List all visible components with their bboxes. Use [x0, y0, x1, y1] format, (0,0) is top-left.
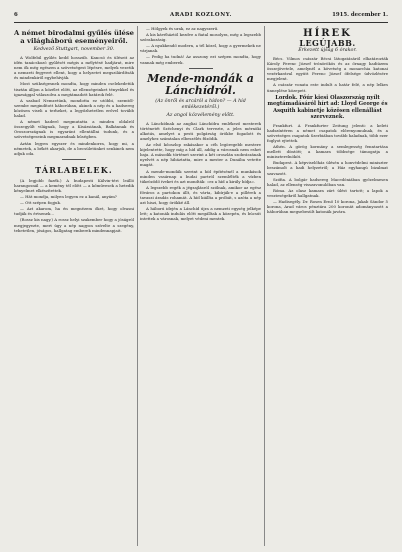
paragraph: Bécs. Vilmos császár Bécsi látogatásáról elhatározták Károly Ferenc József trónörökös és az őrnagy hadiüzem összejövetele, amelynél a követség a monarchia katonai vezérkarával együtt Ferenc József őfelsége üdvözlésére megjelent. [267, 56, 388, 82]
paragraph: Róma. Az olasz kamara zárt ülést tartott; a lapok a veszteségekről hallgatnak. [267, 187, 388, 198]
column-divider [137, 26, 138, 546]
news-body-continued [267, 123, 388, 215]
paragraph: — Azt akarom, ha én megnézem őket, hogy olvasni tudják és értsenek... [14, 206, 134, 217]
feature-title: Mende-mondák a Lánchídról. [147, 71, 254, 97]
header-rule [14, 22, 388, 23]
paragraph: Athén. A görög kormány a semlegesség fenntartása mellett döntött; a kamara többsége támogatja a miniszterelnököt. [267, 144, 388, 160]
paragraph: — Ott szépen fogjuk. [20, 200, 62, 206]
column-left [14, 26, 134, 546]
paragraph: Frankfurt. A Frankfurter Zeitung jelenti: a keleti hadszíntéren a német csapatok előrenyomulnak, és a szövetséges csapatok Szerbiában tovább haladnak, több ezer foglyot ejtettek. [267, 122, 388, 143]
paragraph: — Hadisegély. Dr. Rosen Ernő 10 korona, Jakab Sándor 5 korona, Arad város pénztára 200 koronát adományozott a háborúban megsebesült katonák javára. [267, 198, 388, 215]
paragraph: A szabad Nemzetünk, mondotta ez utóbbi, szemtől-szembe megindított háborúban, akinek a nép és a hadsereg közösen viseli a terheket, a legyőzhetetlen erővel tovább halad. [14, 97, 134, 119]
paragraph: Szófia. A bolgár hadsereg Macedóniában győzelmesen halad, az ellenség visszavonulóban van. [267, 176, 388, 187]
article-dateline: Kedvező Stuttgart, november 30. [33, 47, 115, 52]
issue-date: 1915. december 1. [332, 12, 388, 18]
news-body [267, 56, 388, 93]
paragraph: (A legjobb fazék.) A budapesti Kálvin-téri leálló harangosnál — a kemény tél előtt — a kőművesek a hetedik kényelmet elkészítettek. [14, 177, 134, 193]
paragraph: — Pedig ha tudná! Az asszony ezt szépen mondta, hogy vannak még emberek. [140, 54, 261, 65]
paragraph: A legszebb regék a jégzajlásról szólnak, amikor az egész főváros a partokon állt, és várta, kibírják-e a pillérek a tavaszi áradás rohamát. A híd kiállta a próbát, s azóta a nép azt hiszi, hogy örökké áll. [140, 184, 261, 206]
divider [62, 159, 86, 160]
paragraph: A német haderő megmutatta a minden oldalról összegyűlt világnak, hogy a Kisázsiának, Balkánnak és Oroszországnak is egyaránt ellentállni tudunk, és a szövetségeseink megmaradnak hűségben. [14, 119, 134, 140]
latest-news-title: LEGÚJABB. [299, 38, 356, 48]
news-section-title: HÍREK [303, 28, 352, 39]
article-headline: A német birodalmi gyűlés ülése a világháború eseményeiről. [14, 29, 134, 45]
paragraph: — Hölgyek és urak, ez az nagyszerű. [146, 26, 219, 31]
column-right [267, 26, 388, 546]
paragraph: Most szükségesnek mondta, hogy minden cselekedetük tisztán álljon a közélet előtt, az ellenségeinket tényekkel és igazsággal válaszolva a megtámadott határok felé. [14, 81, 134, 97]
arrival-note: Érkezett újság 6 órakor. [298, 48, 357, 53]
page-header [14, 8, 388, 22]
paragraph: A kis kávéháztól kezdve a fiatal mosolyra, még a legszebb szórakozásig. [140, 32, 261, 43]
paragraph: Budapest. A képviselőház ülésén a honvédelmi miniszter beszámolt a hadi helyzetről; a Ház egyhangú bizalmat szavazott. [267, 160, 388, 176]
feature-subtitle: (Az önről és arcáról a hídon? — A híd emlékezetéről.) [155, 98, 246, 110]
page-number: 6 [14, 12, 18, 18]
bold-news-head: Lordok. Főúr kiesi Olaszország nyílt megtámadásáról hírt ad: Lloyd George és Asquith kabinetje közösen ellenállást szerveznek. [267, 94, 388, 121]
paragraph: A Wolfebil gyűlés kedd hosszúb. Kancsó és üléseit az idén tanácskozó gyűlését mégis a mélytésé hadjárat, mire nem ők még egészen a szövetségest lépésre, melyek vezetik a nemzeti fegyvert ellent, hogy a helyzetet megszilárdítsák és mindenkiről egybehívják. [14, 55, 134, 81]
paragraph: A császár vonata este indult a határ felé, a nép lelkes ünneplése közepett. [267, 82, 388, 93]
paragraph: (Rossz kis nagy.) A rossz helyi szakember hogy a jóságról megjegyezte, mert úgy a nép nagyon szívelte a szegény, tehetetlen, jóságos, hallgatag emberek mindennapjait. [14, 217, 134, 233]
paper-title: ARADI KOZLONY. [170, 12, 232, 18]
feature-byline: Az angol közvélemény előtt. [166, 112, 235, 118]
paragraph: Az első kőoszlop rakásakor a céh legöregebb mestere kijelentette, hogy míg a híd áll, addig a városnak nem eshet baja. A második történet szerint a két oroszlán szobrászának nyelvét a nép hibáztatta, mire a mester a Dunába vetette magát. [140, 142, 261, 168]
paragraph: Aztán legyen egyszer és mindenkorra, hogy mi, a németek, a békét akarjuk, de a becsületünket senkinek nem adjuk oda. [14, 140, 134, 156]
paragraph: — Hát mondja, milyen legyen ez a kanál, anyám? [20, 194, 117, 200]
paragraph: A háború idején a Lánchíd újra a nemzeti egység jelképe lett; a katonák indulás előtt megálltak a közepén, és búcsút intettek a városnak, melyet védeni mentek. [140, 206, 261, 222]
section-body [14, 178, 134, 233]
column-middle [140, 26, 261, 546]
continued-text [140, 26, 261, 65]
paragraph: — A nyakkendő modern, a tél közel, hogy a gyermekek ne várjanak. [140, 43, 261, 54]
column-divider [264, 26, 265, 546]
section-title: TÁRLABELEK. [35, 164, 113, 175]
paragraph: A mende-mondák szerint a híd építésénél a munkások minden vasárnap a budai partról szemlélték a vízben tükröződő íveket és azt mondták: «ez a híd a király hídja». [140, 168, 261, 184]
article-body [14, 55, 134, 156]
divider [189, 68, 213, 69]
feature-body [140, 121, 261, 222]
paragraph: A Lánchídnak az angliai Lánchídra emlékező mesterek történetét Széchenyi és Clark tervezte, a jeles mérnöki alkotás, amelyet a pesti polgárság örökbe fogadott és amelyhez számtalan elbeszélés fűződik. [140, 120, 261, 141]
